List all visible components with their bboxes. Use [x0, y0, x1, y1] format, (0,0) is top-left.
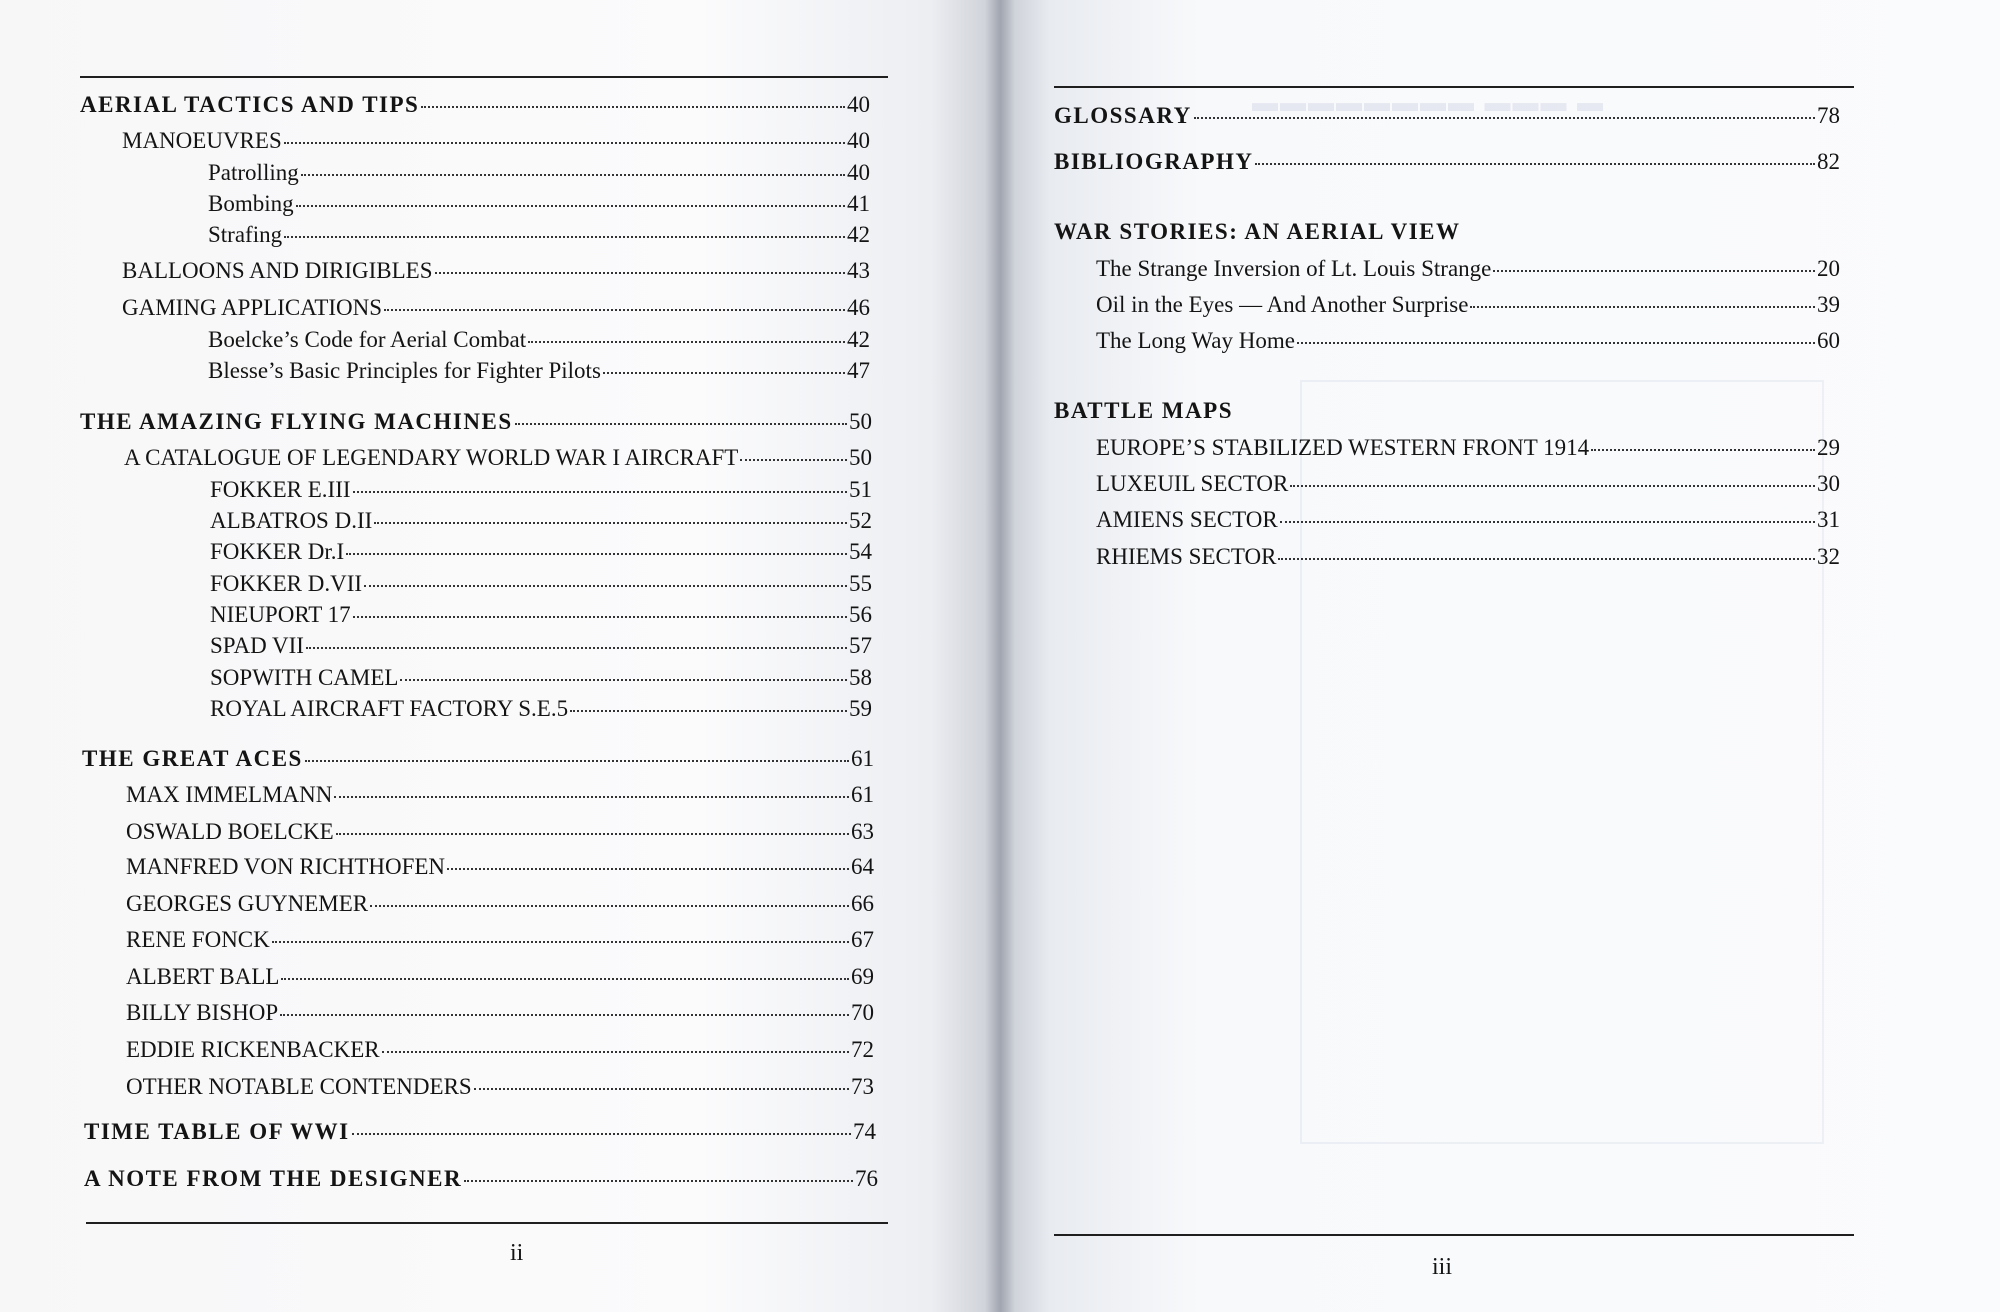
toc-entry: THE GREAT ACES 61: [82, 746, 874, 771]
toc-entry: AMIENS SECTOR 31: [1096, 507, 1840, 532]
toc-entry: AERIAL TACTICS AND TIPS 40: [80, 92, 870, 117]
toc-entry: GAMING APPLICATIONS 46: [122, 295, 870, 320]
toc-entry: FOKKER Dr.I 54: [210, 539, 872, 564]
toc-entry: LUXEUIL SECTOR 30: [1096, 471, 1840, 496]
toc-entry: Strafing 42: [208, 222, 870, 247]
toc-entry: A CATALOGUE OF LEGENDARY WORLD WAR I AIRCRAFT 50: [124, 445, 872, 470]
toc-entry: Blesse’s Basic Principles for Fighter Pilots 47: [208, 358, 870, 383]
toc-entry: RENE FONCK 67: [126, 927, 874, 952]
toc-entry: BIBLIOGRAPHY 82: [1054, 149, 1840, 174]
toc-entry: FOKKER D.VII 55: [210, 571, 872, 596]
toc-entry: GLOSSARY 78: [1054, 103, 1840, 128]
top-rule: [80, 76, 888, 78]
book-spine-shadow: [985, 0, 1015, 1312]
toc-entry: MAX IMMELMANN 61: [126, 782, 874, 807]
toc-entry: ALBATROS D.II 52: [210, 508, 872, 533]
toc-entry: TIME TABLE OF WWI 74: [84, 1119, 876, 1144]
toc-entry: Bombing 41: [208, 191, 870, 216]
toc-entry: SOPWITH CAMEL 58: [210, 665, 872, 690]
toc-entry: Patrolling 40: [208, 160, 870, 185]
toc-entry: A NOTE FROM THE DESIGNER 76: [84, 1166, 878, 1191]
toc-entry: ROYAL AIRCRAFT FACTORY S.E.5 59: [210, 696, 872, 721]
toc-entry: SPAD VII 57: [210, 633, 872, 658]
toc-entry: The Long Way Home 60: [1096, 328, 1840, 353]
show-through-heading: ▬ ▬▬▬ ▬▬▬▬▬▬▬▬: [1250, 88, 1603, 117]
bottom-rule: [1054, 1234, 1854, 1236]
toc-entry: Oil in the Eyes — And Another Surprise 39: [1096, 292, 1840, 317]
top-rule: [1054, 86, 1854, 88]
toc-entry: BALLOONS AND DIRIGIBLES 43: [122, 258, 870, 283]
page-number: ii: [510, 1240, 524, 1266]
toc-entry: OTHER NOTABLE CONTENDERS 73: [126, 1074, 874, 1099]
toc-section-heading: WAR STORIES: AN AERIAL VIEW: [1054, 219, 1461, 244]
toc-entry: FOKKER E.III 51: [210, 477, 872, 502]
page-number: iii: [1432, 1254, 1453, 1280]
toc-entry: EUROPE’S STABILIZED WESTERN FRONT 1914 29: [1096, 435, 1840, 460]
toc-entry: BILLY BISHOP 70: [126, 1000, 874, 1025]
toc-entry: MANFRED VON RICHTHOFEN 64: [126, 854, 874, 879]
toc-entry: ALBERT BALL 69: [126, 964, 874, 989]
toc-entry: MANOEUVRES 40: [122, 128, 870, 153]
toc-section-heading: BATTLE MAPS: [1054, 398, 1234, 423]
bottom-rule: [86, 1222, 888, 1224]
toc-entry: NIEUPORT 17 56: [210, 602, 872, 627]
toc-entry: GEORGES GUYNEMER 66: [126, 891, 874, 916]
toc-entry: Boelcke’s Code for Aerial Combat 42: [208, 327, 870, 352]
toc-entry: OSWALD BOELCKE 63: [126, 819, 874, 844]
toc-entry: RHIEMS SECTOR 32: [1096, 544, 1840, 569]
toc-entry: The Strange Inversion of Lt. Louis Strange 20: [1096, 256, 1840, 281]
toc-entry: EDDIE RICKENBACKER 72: [126, 1037, 874, 1062]
toc-entry: THE AMAZING FLYING MACHINES 50: [80, 409, 872, 434]
right-page: [1000, 0, 2000, 1312]
